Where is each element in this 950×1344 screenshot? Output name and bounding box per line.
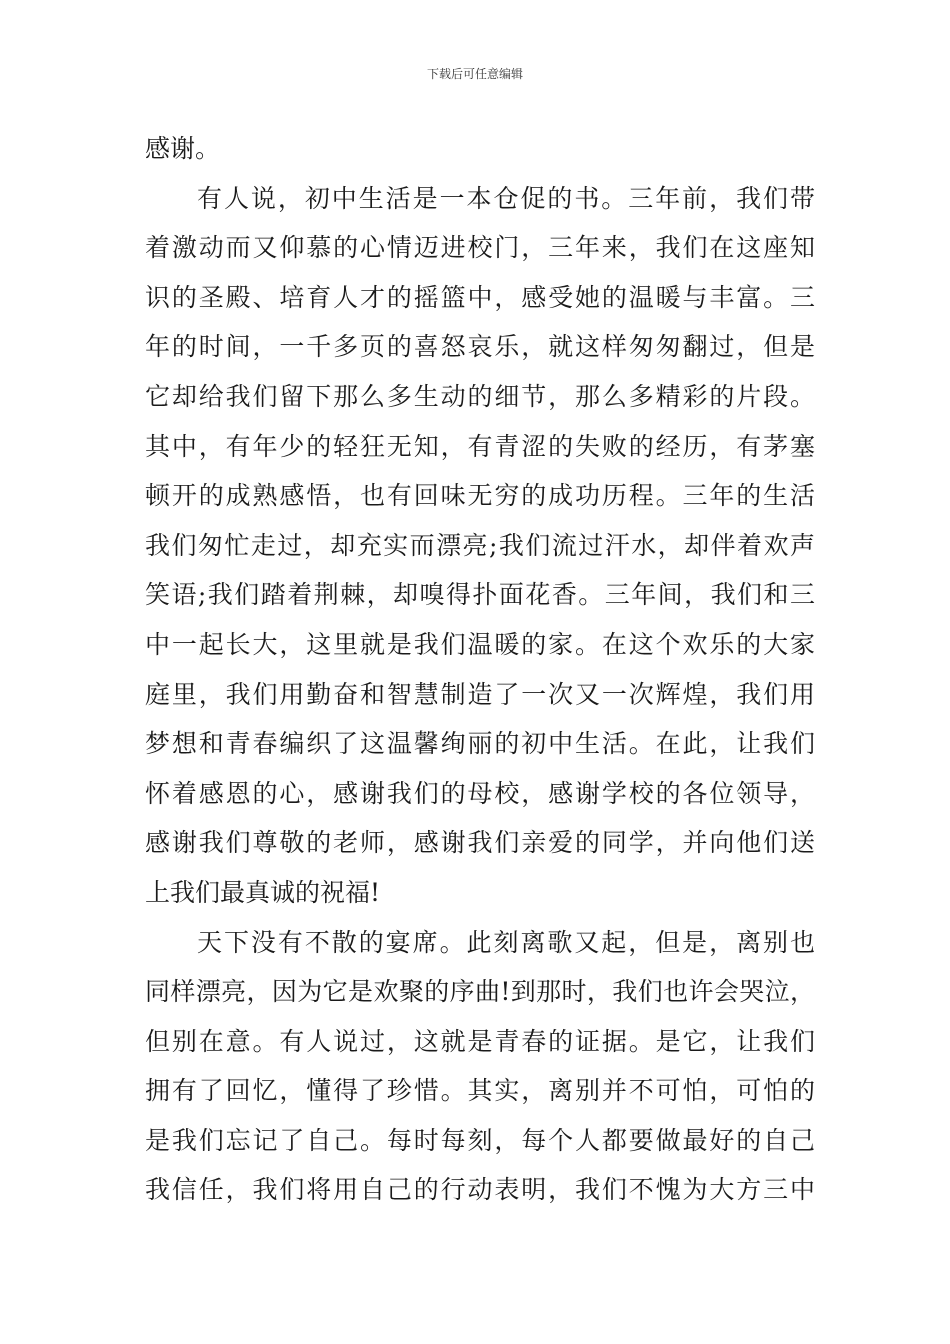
text-line: 年的时间，一千多页的喜怒哀乐，就这样匆匆翻过，但是 xyxy=(145,332,815,362)
text-line: 上我们最真诚的祝福! xyxy=(145,877,381,907)
text-line: 庭里，我们用勤奋和智慧制造了一次又一次辉煌，我们用 xyxy=(145,679,815,709)
text-line: 识的圣殿、培育人才的摇篮中，感受她的温暖与丰富。三 xyxy=(145,282,815,312)
text-line: 有人说，初中生活是一本仓促的书。三年前，我们带 xyxy=(197,183,815,213)
document-body xyxy=(145,124,815,1215)
text-line: 其中，有年少的轻狂无知，有青涩的失败的经历，有茅塞 xyxy=(145,431,815,461)
text-line: 我信任，我们将用自己的行动表明，我们不愧为大方三中 xyxy=(145,1175,815,1205)
text-line: 它却给我们留下那么多生动的细节，那么多精彩的片段。 xyxy=(145,381,815,411)
text-line: 是我们忘记了自己。每时每刻，每个人都要做最好的自己 xyxy=(145,1125,815,1155)
page-header: 下载后可任意编辑 xyxy=(426,67,523,81)
text-line: 同样漂亮，因为它是欢聚的序曲!到那时，我们也许会哭泣， xyxy=(145,977,815,1007)
text-line: 梦想和青春编织了这温馨绚丽的初中生活。在此，让我们 xyxy=(145,729,815,759)
text-line: 怀着感恩的心，感谢我们的母校，感谢学校的各位领导， xyxy=(145,778,815,808)
text-line: 拥有了回忆，懂得了珍惜。其实，离别并不可怕，可怕的 xyxy=(145,1076,815,1106)
text-line: 感谢。 xyxy=(145,134,221,163)
text-line: 笑语;我们踏着荆棘，却嗅得扑面花香。三年间，我们和三 xyxy=(145,580,815,610)
text-line: 中一起长大，这里就是我们温暖的家。在这个欢乐的大家 xyxy=(145,629,815,659)
text-line: 顿开的成熟感悟，也有回味无穷的成功历程。三年的生活 xyxy=(145,481,815,511)
text-line: 但别在意。有人说过，这就是青春的证据。是它，让我们 xyxy=(145,1026,815,1056)
text-line: 着激动而又仰慕的心情迈进校门，三年来，我们在这座知 xyxy=(145,233,815,263)
text-line: 感谢我们尊敬的老师，感谢我们亲爱的同学，并向他们送 xyxy=(145,828,815,858)
text-line: 我们匆忙走过，却充实而漂亮;我们流过汗水，却伴着欢声 xyxy=(145,530,815,560)
text-line: 天下没有不散的宴席。此刻离歌又起，但是，离别也 xyxy=(197,927,815,957)
